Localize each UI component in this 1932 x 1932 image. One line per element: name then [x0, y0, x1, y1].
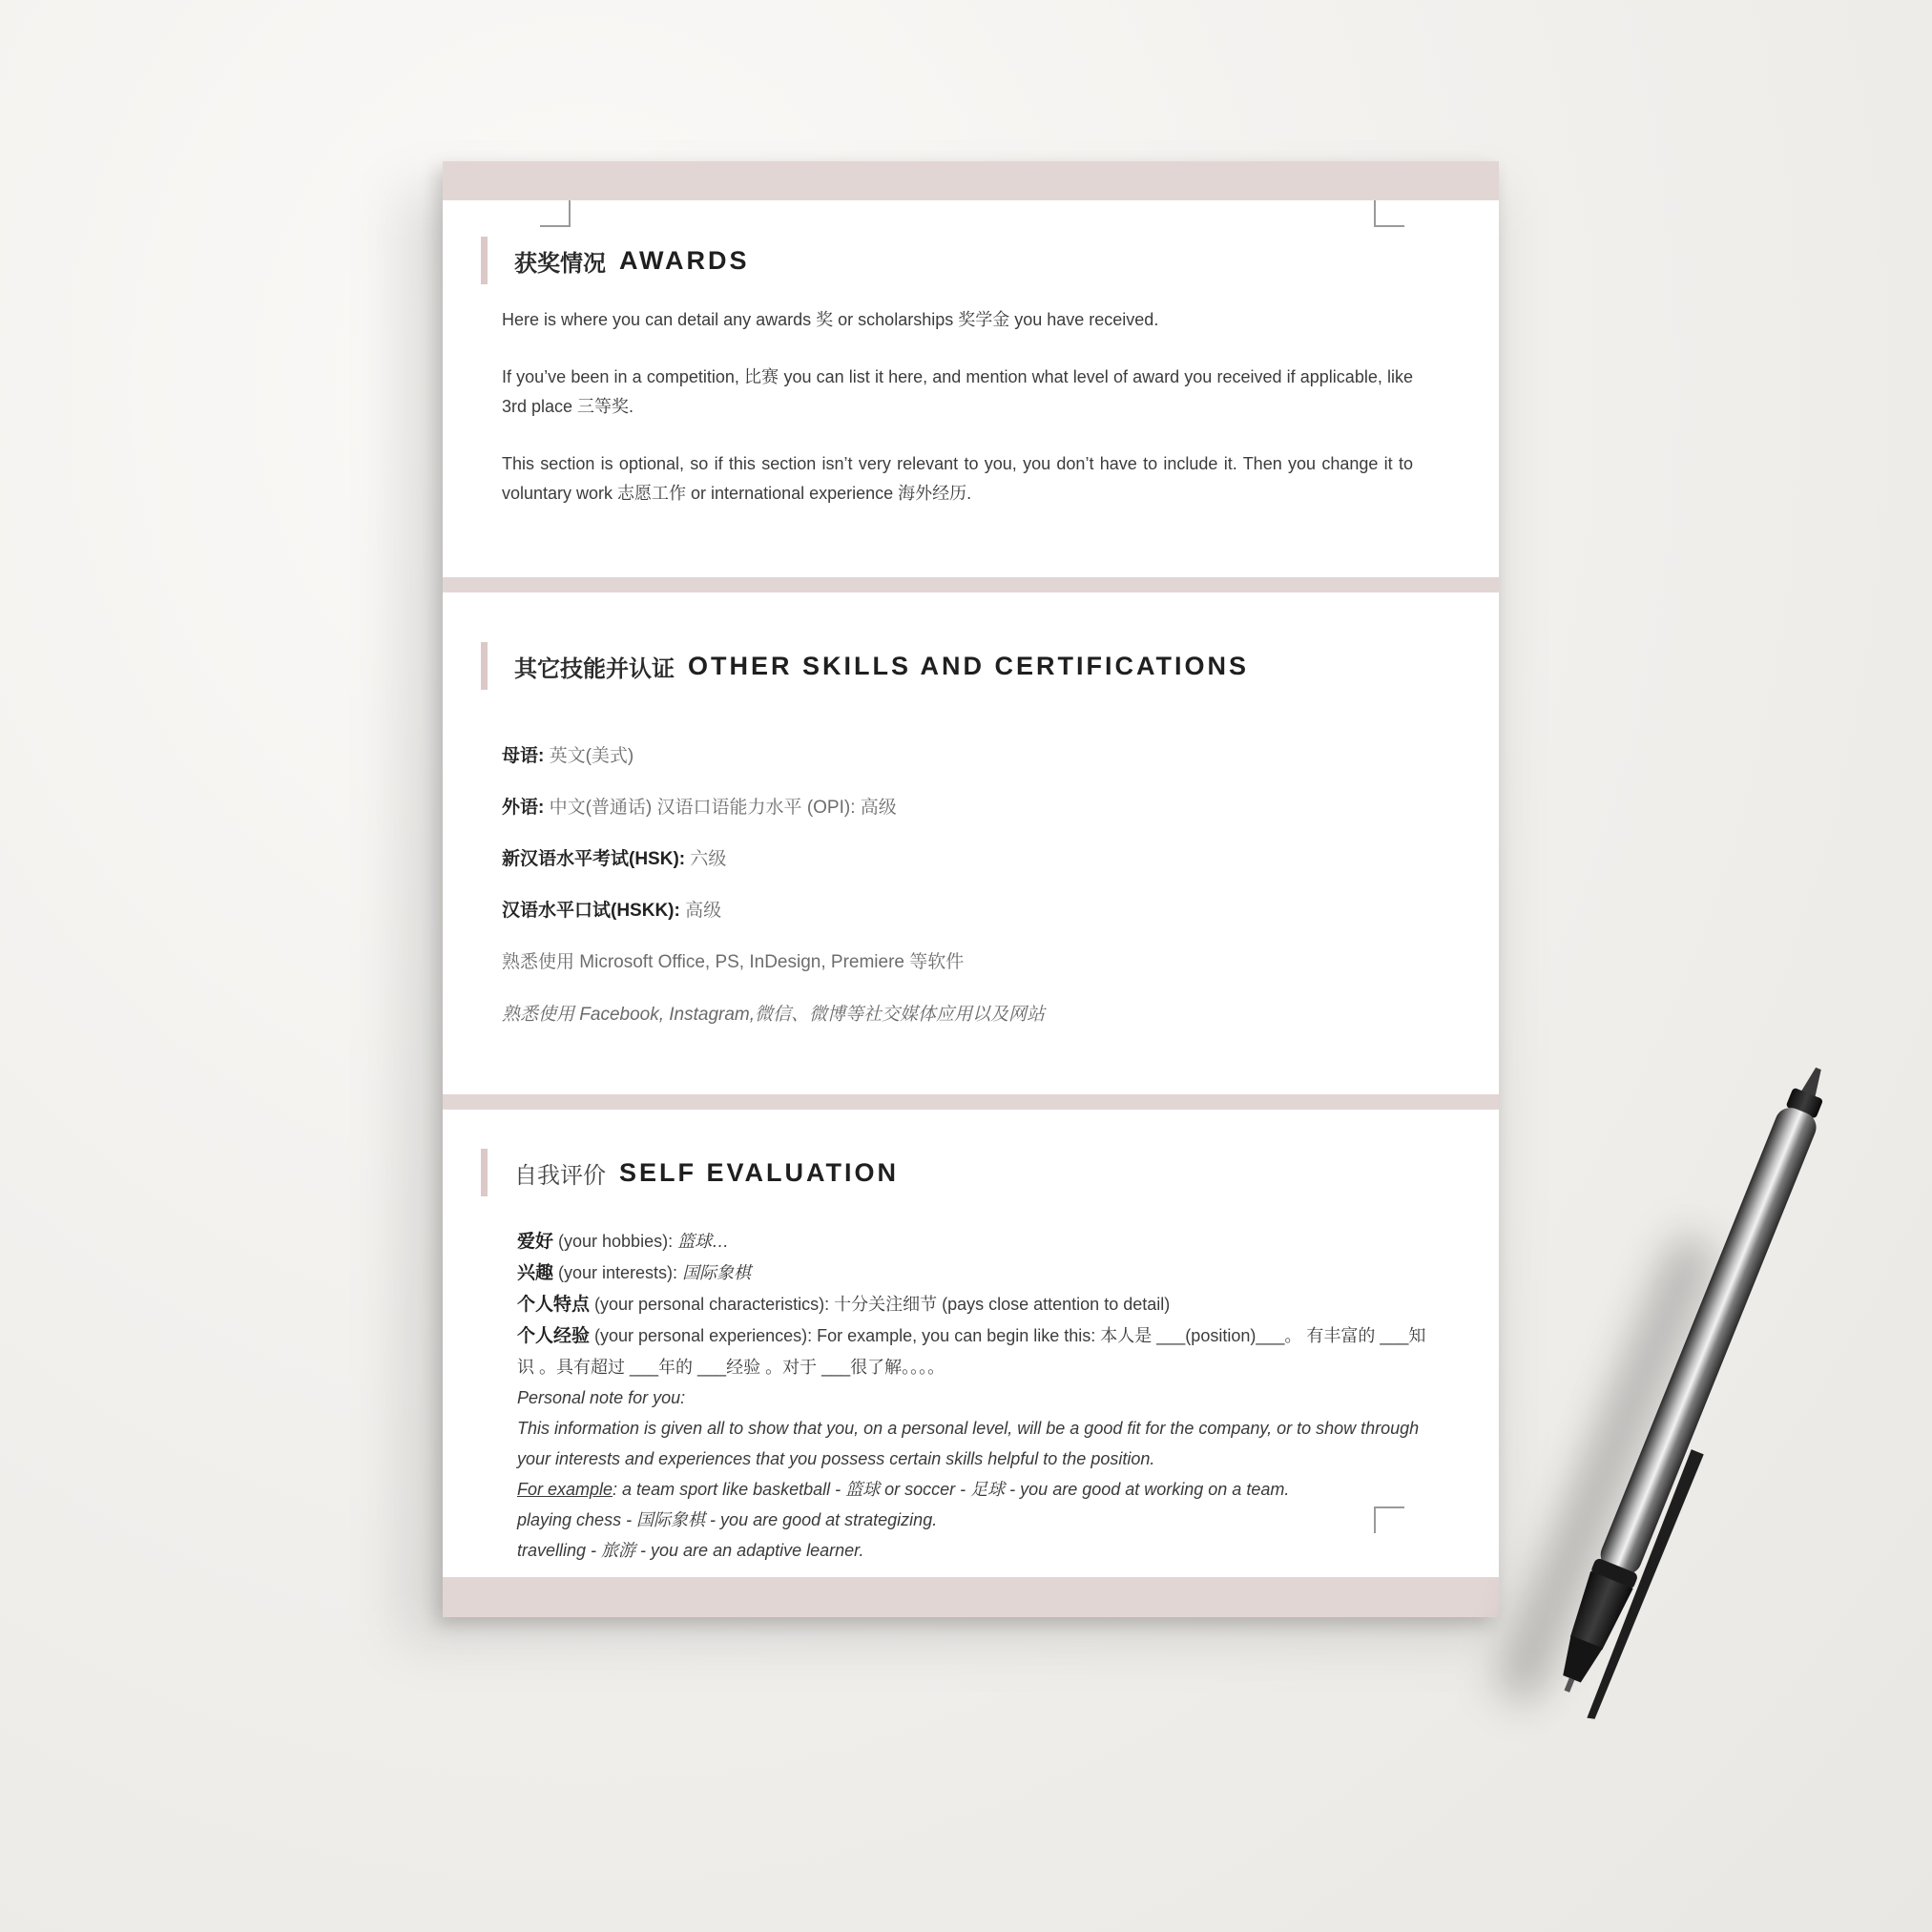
example-label: For example	[517, 1480, 613, 1499]
section-heading	[481, 237, 750, 284]
interests-value: 国际象棋	[682, 1263, 752, 1282]
software-skills: 熟悉使用 Microsoft Office, PS, InDesign, Premiere 等软件	[502, 952, 965, 972]
note-title: Personal note for you:	[517, 1388, 686, 1407]
skill-value: 英文(美式)	[544, 746, 634, 766]
chess-line: playing chess - 国际象棋 - you are good at strategizing.	[517, 1510, 938, 1529]
heading-zh: 自我评价	[514, 1161, 606, 1189]
skill-value: 六级	[685, 849, 727, 869]
top-band	[443, 161, 1499, 200]
crop-mark	[1374, 200, 1404, 227]
awards-paragraph: If you’ve been in a competition, 比赛 you can list it here, and mention what level of award you received if applicable, like 3rd place 三等奖.	[502, 367, 1413, 416]
interests-text: (your interests):	[553, 1263, 683, 1282]
travel-line: travelling - 旅游 - you are an adaptive learner.	[517, 1541, 864, 1560]
experience-label: 个人经验	[517, 1326, 591, 1346]
section-heading	[481, 1149, 899, 1196]
hobbies-value: 篮球…	[677, 1232, 730, 1251]
skill-value: 中文(普通话) 汉语口语能力水平 (OPI): 高级	[544, 798, 897, 818]
resume-page	[443, 161, 1499, 1617]
self-evaluation-body	[517, 1226, 1433, 1566]
heading-en: SELF EVALUATION	[619, 1157, 899, 1187]
example-text: : a team sport like basketball - 篮球 or soccer - 足球 - you are good at working on a team.	[613, 1480, 1290, 1499]
skill-item	[502, 741, 634, 767]
heading-zh: 其它技能并认证	[514, 654, 675, 682]
crop-mark	[540, 200, 571, 227]
skill-label: 新汉语水平考试(HSK):	[502, 849, 686, 869]
awards-paragraph: Here is where you can detail any awards 奖 or scholarships 奖学金 you have received.	[502, 310, 1159, 329]
interests-label: 兴趣	[517, 1263, 554, 1283]
heading-en: AWARDS	[619, 245, 750, 275]
hobbies-label: 爱好	[517, 1232, 554, 1252]
traits-line	[517, 1289, 1433, 1320]
hobbies-text: (your hobbies):	[553, 1232, 678, 1251]
skill-item	[502, 844, 726, 870]
interests-line	[517, 1257, 1433, 1289]
experience-line	[517, 1320, 1433, 1382]
skill-label: 母语:	[502, 746, 545, 766]
skill-item	[502, 793, 897, 819]
note-text: This information is given all to show that you, on a personal level, will be a good fit for the company, or to show through your interests and experiences that you possess certain skills helpful to the position.	[517, 1419, 1420, 1468]
experience-text: (your personal experiences): For example, you can begin like this: 本人是 ___(position)___。 有丰富的 ___知识 。具有超过 ___年的 ___经验 。对于 ___很了解。。。。	[517, 1326, 1426, 1377]
bottom-band	[443, 1577, 1499, 1617]
section-heading	[481, 642, 1249, 690]
divider-band	[443, 577, 1499, 592]
skill-value: 高级	[679, 901, 722, 921]
awards-paragraph: This section is optional, so if this section isn’t very relevant to you, you don’t have to include it. Then you change it to voluntary work 志愿工作 or international experience 海外经历.	[502, 454, 1413, 503]
hobbies-line	[517, 1226, 1433, 1257]
example-line	[517, 1474, 1433, 1505]
traits-label: 个人特点	[517, 1295, 591, 1315]
social-media-skills: 熟悉使用 Facebook, Instagram,微信、微博等社交媒体应用以及网站	[502, 1005, 1046, 1025]
skill-label: 汉语水平口试(HSKK):	[502, 901, 680, 921]
divider-band	[443, 1094, 1499, 1110]
skill-label: 外语:	[502, 798, 545, 818]
pen-shadow	[1492, 1231, 1718, 1707]
heading-zh: 获奖情况	[514, 249, 606, 277]
skill-item	[502, 896, 721, 922]
traits-text: (your personal characteristics): 十分关注细节 (pays close attention to detail)	[590, 1295, 1171, 1314]
heading-en: OTHER SKILLS AND CERTIFICATIONS	[688, 651, 1249, 680]
